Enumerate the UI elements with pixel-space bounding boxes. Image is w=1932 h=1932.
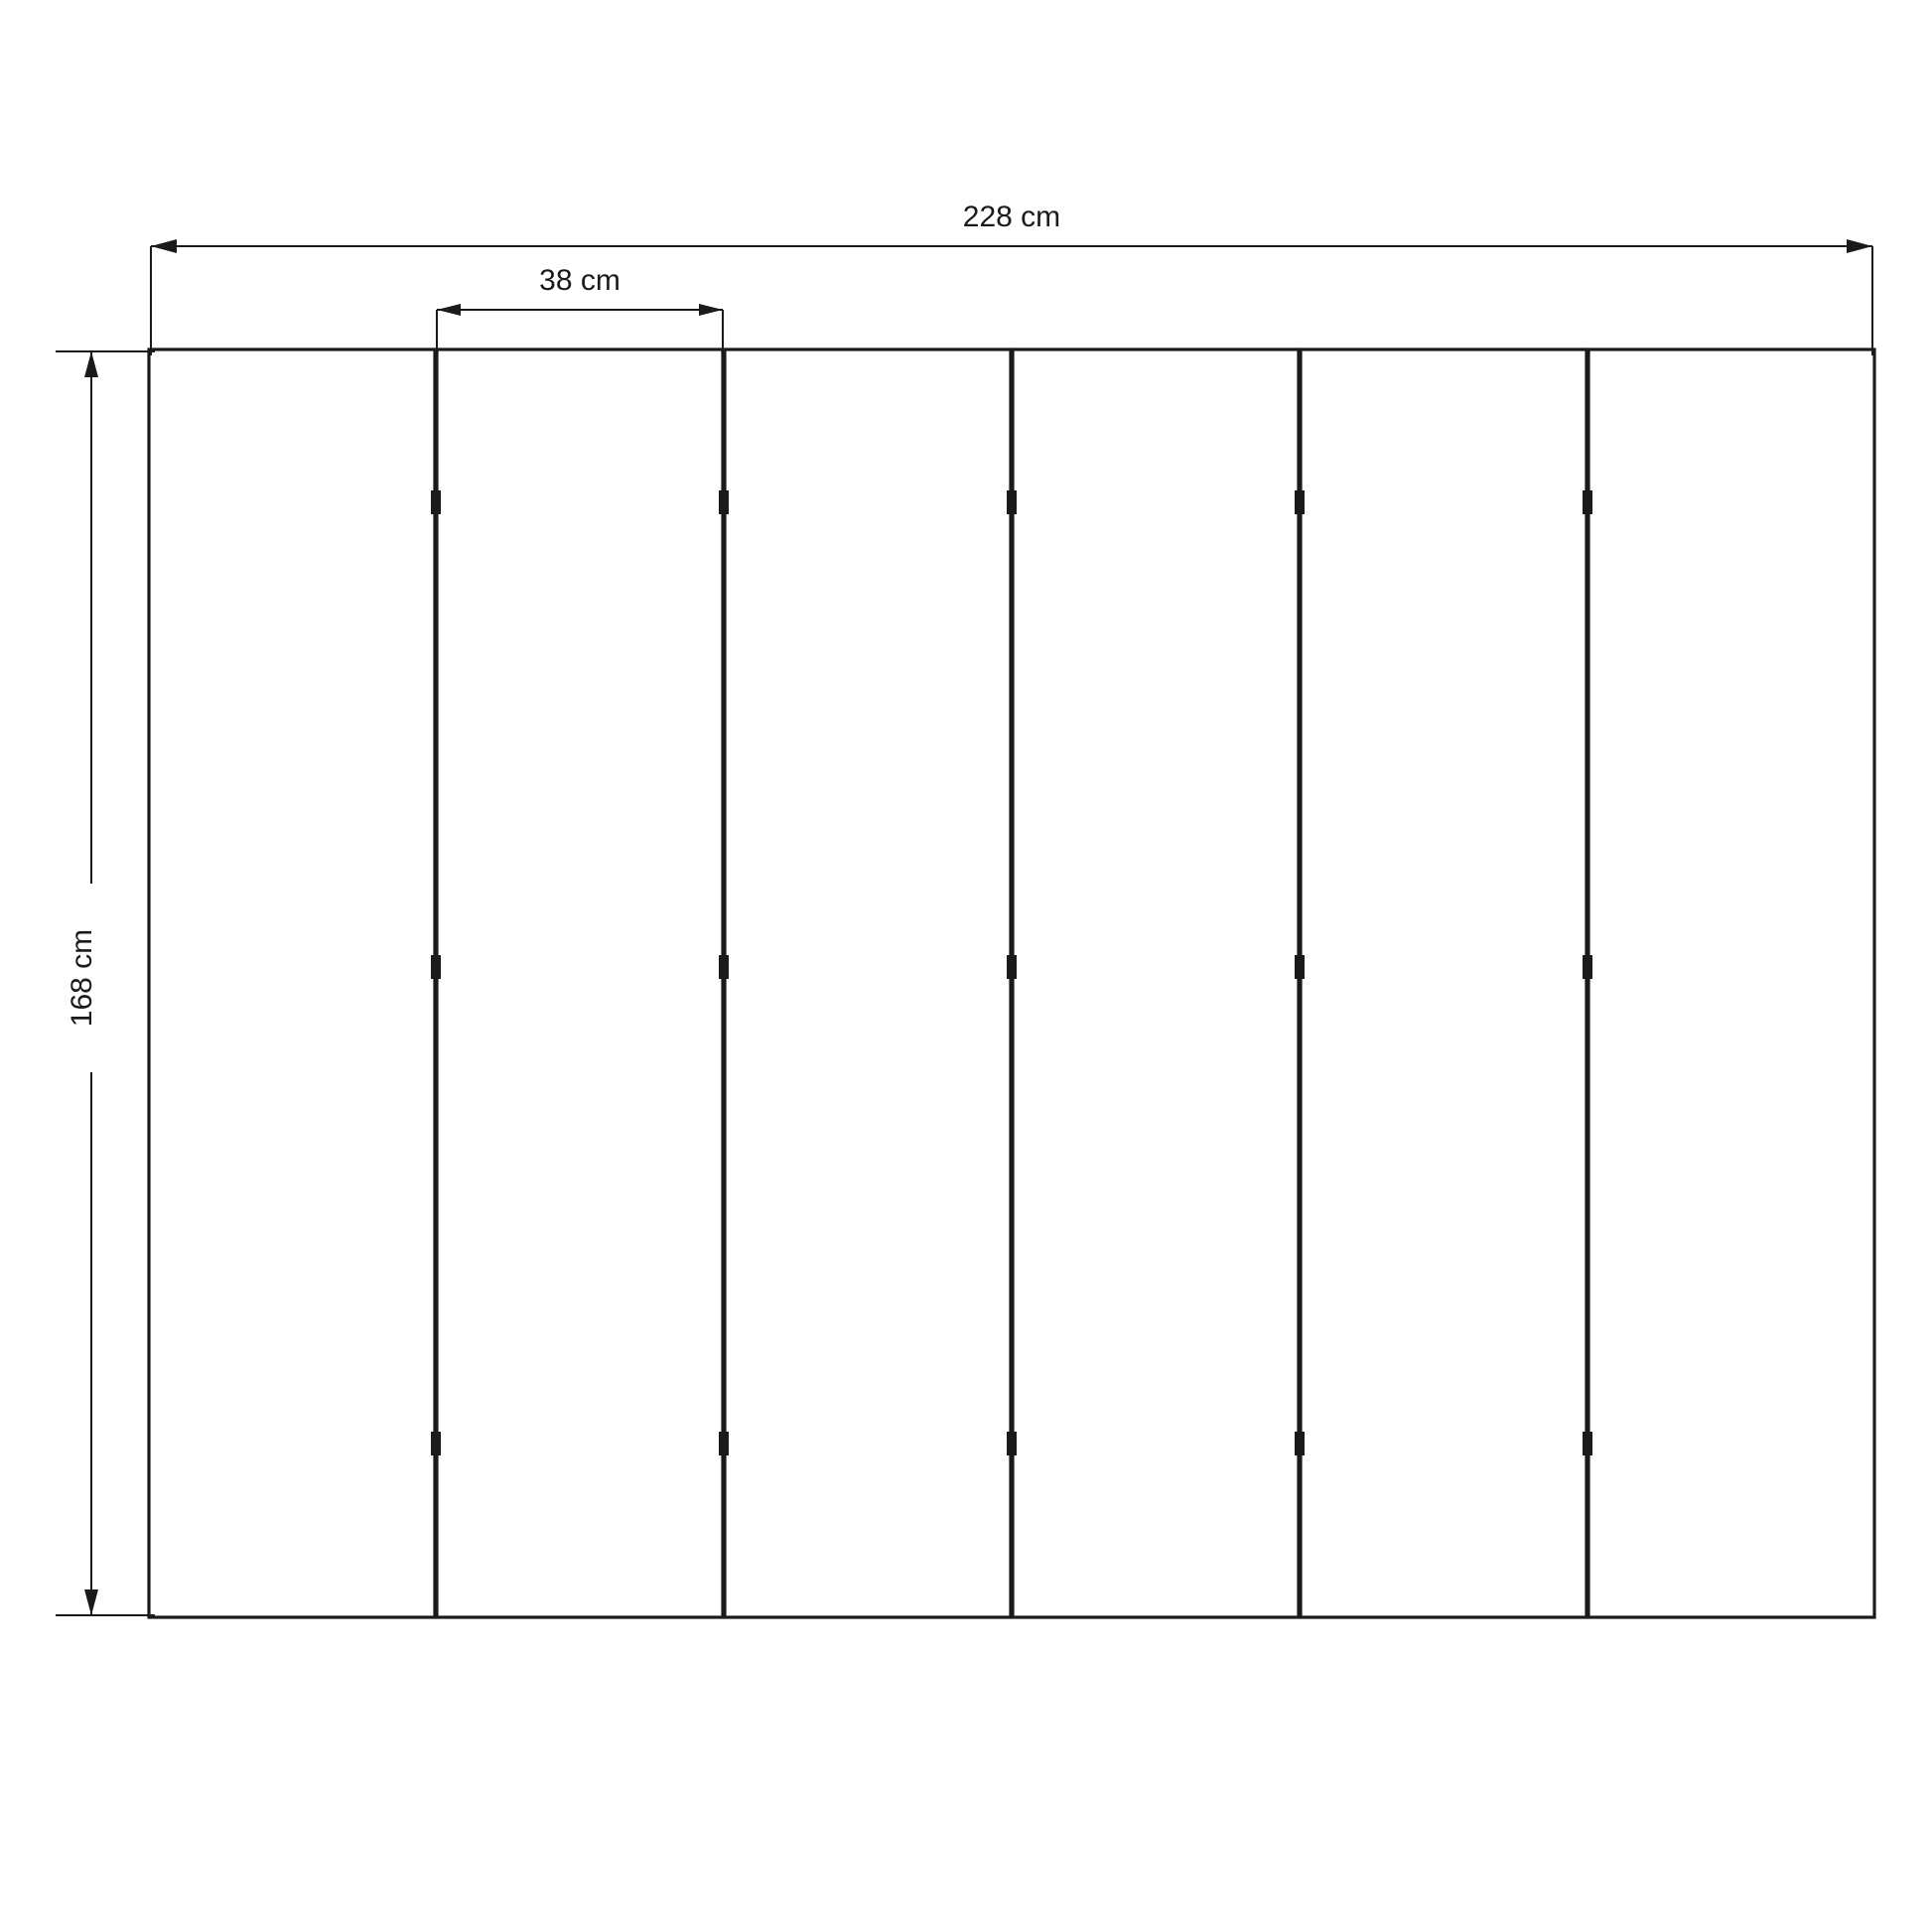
hinge-icon xyxy=(1295,955,1305,979)
arrow-up-icon xyxy=(84,351,98,377)
panel-5 xyxy=(1295,349,1587,1617)
panel-2-body xyxy=(437,349,723,1617)
panel-1 xyxy=(149,349,435,1617)
panel-6-body xyxy=(1588,349,1874,1617)
hinge-icon xyxy=(719,1432,729,1455)
panel-width-label: 38 cm xyxy=(539,264,621,297)
panel-4 xyxy=(1007,349,1299,1617)
hinge-icon xyxy=(431,490,441,514)
arrow-down-icon xyxy=(84,1589,98,1615)
hinge-icon xyxy=(1295,490,1305,514)
panel-group xyxy=(149,349,1874,1617)
hinge-icon xyxy=(1583,955,1592,979)
hinge-icon xyxy=(1583,490,1592,514)
arrow-left-icon xyxy=(151,239,177,253)
panel-3 xyxy=(719,349,1011,1617)
arrow-right-icon xyxy=(699,304,723,316)
panel-1-body xyxy=(149,349,435,1617)
hinge-icon xyxy=(431,1432,441,1455)
hinge-icon xyxy=(1007,1432,1017,1455)
hinge-icon xyxy=(1007,955,1017,979)
panel-4-body xyxy=(1013,349,1299,1617)
hinge-icon xyxy=(1295,1432,1305,1455)
total-width-label: 228 cm xyxy=(962,201,1061,233)
hinge-icon xyxy=(431,955,441,979)
hinge-icon xyxy=(1583,1432,1592,1455)
hinge-icon xyxy=(719,490,729,514)
panel-width-dimension xyxy=(437,260,723,355)
arrow-left-icon xyxy=(437,304,461,316)
height-dimension xyxy=(56,351,155,1615)
height-label: 168 cm xyxy=(66,928,98,1028)
total-width-dimension xyxy=(151,199,1872,355)
arrow-right-icon xyxy=(1847,239,1872,253)
hinge-icon xyxy=(719,955,729,979)
panel-3-body xyxy=(725,349,1011,1617)
panel-2 xyxy=(431,349,723,1617)
panel-6 xyxy=(1583,349,1874,1617)
hinge-icon xyxy=(1007,490,1017,514)
panel-5-body xyxy=(1301,349,1587,1617)
